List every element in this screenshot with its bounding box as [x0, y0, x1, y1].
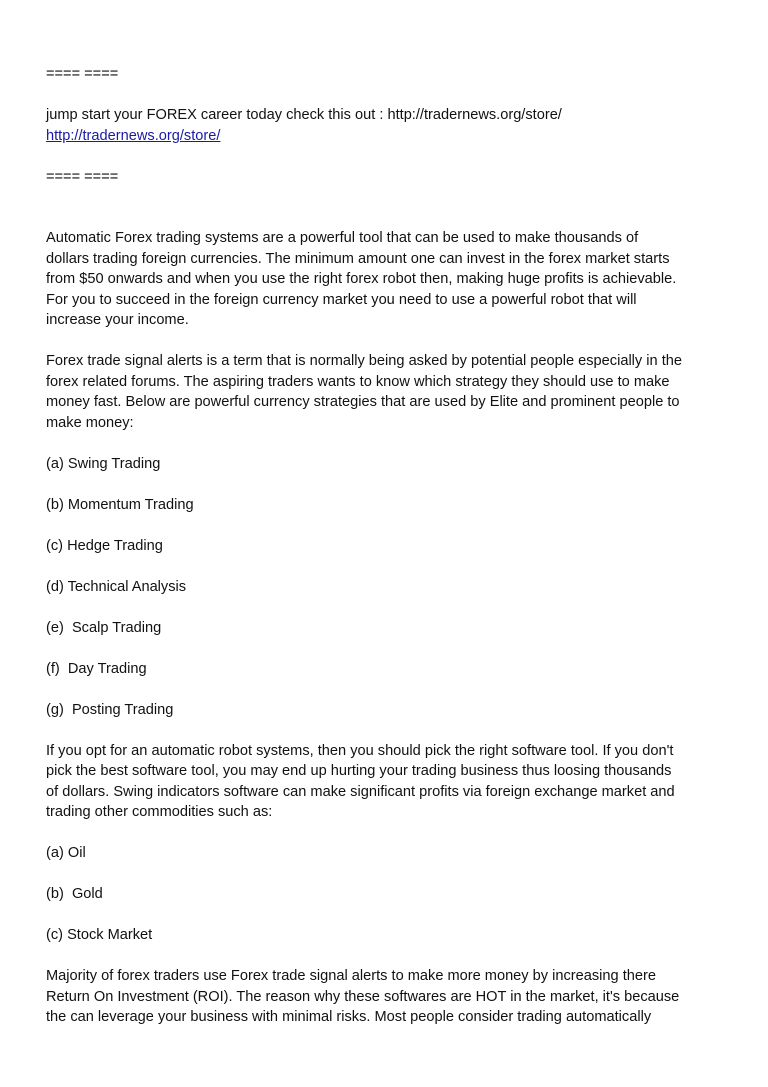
paragraph-line: money fast. Below are powerful currency strategies that are used by Elite and prominent people to — [46, 394, 680, 410]
paragraph-line: Forex trade signal alerts is a term that is normally being asked by potential people especially in the — [46, 353, 682, 369]
promo-link[interactable]: http://tradernews.org/store/ — [46, 127, 221, 144]
list-item-hedge: (c) Hedge Trading — [46, 537, 163, 554]
paragraph-line: make money: — [46, 414, 134, 431]
paragraph-line: Majority of forex traders use Forex trade signal alerts to make more money by increasing there — [46, 968, 656, 984]
paragraph-line: dollars trading foreign currencies. The minimum amount one can invest in the forex market starts — [46, 250, 670, 267]
paragraph-line: trading other commodities such as: — [46, 804, 273, 820]
paragraph-line: If you opt for an automatic robot systems, then you should pick the right software tool. If you don't — [46, 742, 674, 759]
paragraph-line: Automatic Forex trading systems are a powerful tool that can be used to make thousands of — [46, 230, 639, 246]
paragraph-software — [46, 741, 736, 823]
list-item-technical: (d) Technical Analysis — [46, 578, 187, 595]
list-item-swing: (a) Swing Trading — [46, 455, 161, 472]
paragraph-line: pick the best software tool, you may end up hurting your trading business thus loosing thousands — [46, 763, 672, 779]
paragraph-line: of dollars. Swing indicators software can make significant profits via foreign exchange market and — [46, 783, 675, 800]
promo-line: jump start your FOREX career today check this out : http://tradernews.org/store/ — [46, 107, 562, 123]
list-item-momentum: (b) Momentum Trading — [46, 496, 194, 513]
paragraph-line: from $50 onwards and when you use the right forex robot then, making huge profits is achievable. — [46, 271, 677, 287]
list-item-oil: (a) Oil — [46, 845, 86, 861]
paragraph-signal-alerts — [46, 351, 736, 433]
separator-bottom: ==== ==== — [46, 168, 119, 185]
paragraph-intro — [46, 228, 736, 331]
paragraph-line: Return On Investment (ROI). The reason why these softwares are HOT in the market, it's because — [46, 988, 680, 1005]
commodity-list — [46, 843, 736, 946]
paragraph-line: forex related forums. The aspiring traders wants to know which strategy they should use to make — [46, 373, 670, 390]
list-item-gold: (b) Gold — [46, 886, 103, 902]
separator-top: ==== ==== — [46, 66, 119, 82]
list-item-day: (f) Day Trading — [46, 660, 147, 677]
paragraph-line: increase your income. — [46, 312, 189, 328]
list-item-stock: (c) Stock Market — [46, 927, 153, 943]
list-item-posting: (g) Posting Trading — [46, 701, 174, 718]
paragraph-majority — [46, 966, 736, 1028]
list-item-scalp: (e) Scalp Trading — [46, 619, 162, 636]
paragraph-line: the can leverage your business with minimal risks. Most people consider trading automatically — [46, 1009, 652, 1025]
document-page — [46, 64, 736, 1048]
paragraph-line: For you to succeed in the foreign currency market you need to use a powerful robot that will — [46, 291, 637, 308]
strategy-list — [46, 454, 736, 721]
